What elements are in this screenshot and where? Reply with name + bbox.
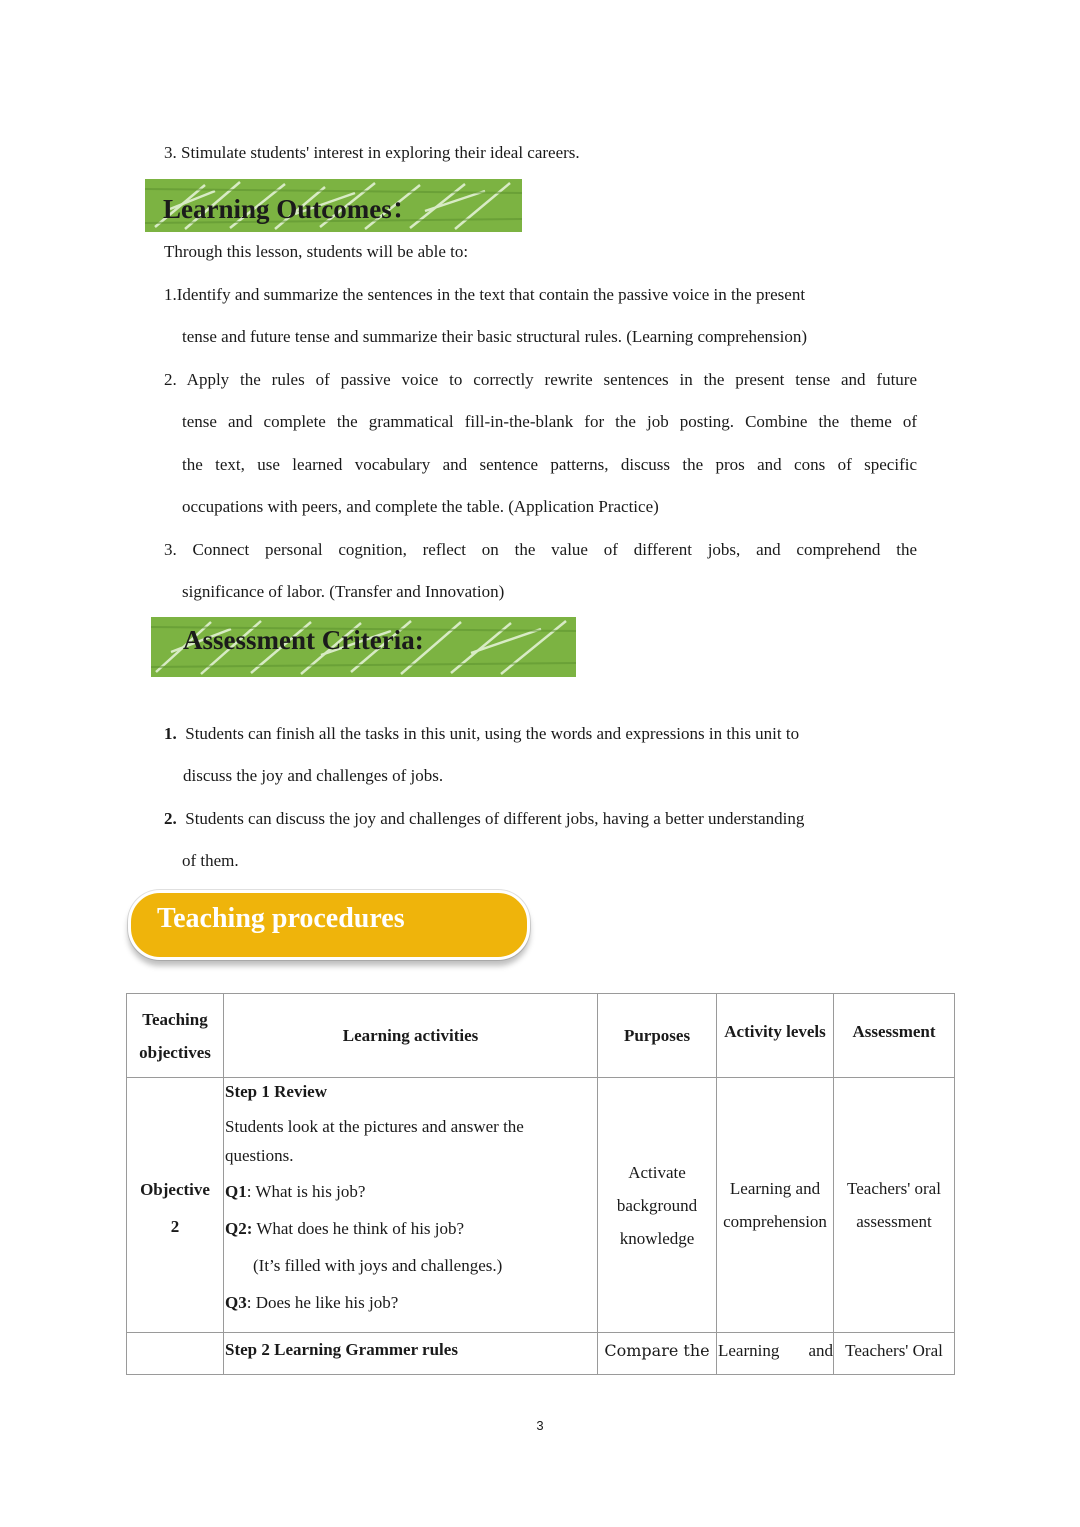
level-text: Learning and [729, 1179, 821, 1198]
teaching-procedures-banner [128, 890, 530, 960]
assessment-criteria-heading: Assessment Criteria: [183, 625, 424, 655]
level-text: Learning [718, 1341, 780, 1360]
header-teaching-objectives [127, 994, 224, 1078]
objective-label: Objective [140, 1180, 210, 1199]
assessment-text: assessment [856, 1212, 932, 1231]
procedures-table [126, 993, 955, 1375]
outcome-line: the text, use learned vocabulary and sentence patterns, discuss the pros and cons of specific [182, 455, 917, 474]
objective-number: 2 [170, 1217, 180, 1236]
teaching-procedures-heading: Teaching procedures [157, 903, 405, 934]
row-assessment: Teachers' Oral [834, 1333, 955, 1375]
row-activity-level [717, 1333, 834, 1375]
purpose-text: knowledge [619, 1228, 695, 1248]
question-label: Q1 [225, 1182, 247, 1201]
header-assessment: Assessment [834, 994, 955, 1078]
page-number: 3 [536, 1418, 544, 1433]
outcomes-lead: Through this lesson, students will be able to: [164, 242, 469, 261]
question-text: : What is his job? [246, 1182, 366, 1201]
criteria-text-cont: discuss the joy and challenges of jobs. [183, 766, 444, 785]
objective-item-3: 3. Stimulate students' interest in exploring their ideal careers. [164, 143, 580, 162]
assessment-text: Teachers' oral [847, 1179, 941, 1198]
outcome-line: tense and future tense and summarize their basic structural rules. (Learning comprehension) [182, 327, 807, 346]
learning-outcomes-heading: Learning Outcomes： [163, 194, 419, 224]
table-row [127, 1333, 955, 1375]
row-activities [224, 1078, 598, 1333]
purpose-text: Activate [628, 1162, 686, 1182]
criteria-text-cont: of them. [182, 851, 239, 870]
question-text: What does he think of his job? [252, 1219, 465, 1238]
row-purpose [598, 1078, 717, 1333]
assessment-criteria-banner [151, 617, 576, 677]
row-assessment [834, 1078, 955, 1333]
step-title: Step 1 Review [225, 1082, 327, 1101]
question-1 [224, 1173, 597, 1210]
learning-outcomes-banner [145, 179, 522, 232]
table-header-row [127, 994, 955, 1078]
step-title: Step 2 Learning Grammer rules [224, 1333, 598, 1375]
header-learning-activities: Learning activities [224, 994, 598, 1078]
purpose-text: background [616, 1195, 698, 1215]
level-text: comprehension [723, 1212, 827, 1231]
criteria-item [164, 807, 804, 831]
criteria-number: 1. [164, 724, 177, 743]
question-text: : Does he like his job? [246, 1293, 399, 1312]
question-2-answer: (It’s filled with joys and challenges.) [253, 1256, 503, 1275]
criteria-item [164, 722, 799, 746]
header-text: objectives [139, 1042, 211, 1062]
outcome-line: 1.Identify and summarize the sentences in the text that contain the passive voice in the present [164, 285, 806, 304]
level-text: and [808, 1341, 833, 1360]
table-row [127, 1078, 955, 1333]
row-objective [127, 1078, 224, 1333]
criteria-number: 2. [164, 809, 177, 828]
question-label: Q3 [225, 1293, 247, 1312]
header-activity-levels: Activity levels [717, 994, 834, 1078]
row-purpose: Compare the [598, 1333, 717, 1375]
criteria-text: Students can finish all the tasks in this unit, using the words and expressions in this unit to [185, 724, 800, 743]
question-3 [224, 1284, 597, 1321]
outcome-line: 3. Connect personal cognition, reflect on the value of different jobs, and comprehend the [164, 540, 917, 559]
question-2 [224, 1210, 597, 1247]
criteria-text: Students can discuss the joy and challenges of different jobs, having a better understanding [185, 809, 805, 828]
activity-instruction: questions. [225, 1146, 294, 1165]
outcome-line: occupations with peers, and complete the table. (Application Practice) [182, 497, 659, 516]
outcome-line: tense and complete the grammatical fill-in-the-blank for the job posting. Combine the theme of [182, 412, 917, 431]
header-purposes: Purposes [598, 994, 717, 1078]
header-text: Teaching [142, 1009, 208, 1029]
row-objective [127, 1333, 224, 1375]
outcome-line: 2. Apply the rules of passive voice to correctly rewrite sentences in the present tense and future [164, 370, 917, 389]
row-activity-level [717, 1078, 834, 1333]
outcome-line: significance of labor. (Transfer and Innovation) [182, 582, 505, 601]
activity-instruction: Students look at the pictures and answer the [225, 1117, 524, 1136]
question-label: Q2: [225, 1219, 253, 1238]
